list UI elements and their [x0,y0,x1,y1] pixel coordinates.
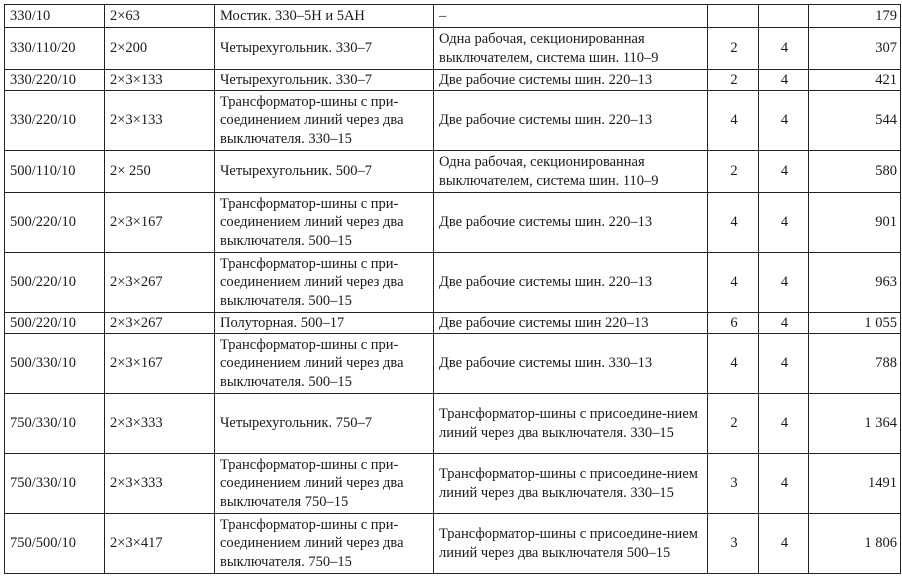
table-row [5,193,901,253]
table-row [5,334,901,394]
lv-scheme-cell: Трансформатор-шины с присоедине-нием линий через два выключателя. 330–15 [434,394,708,454]
voltage-cell: 330/110/20 [5,28,105,70]
count-2-cell: 4 [759,514,809,574]
total-cell: 580 [809,151,901,193]
power-cell: 2× 250 [105,151,215,193]
power-cell: 2×3×333 [105,394,215,454]
hv-scheme-cell: Трансформатор-шины с при-соединением линий через два выключателя. 500–15 [215,253,434,313]
count-2-cell: 4 [759,394,809,454]
lv-scheme-cell: Две рабочие системы шин 220–13 [434,313,708,334]
total-cell: 963 [809,253,901,313]
table-row [5,5,901,28]
count-1-cell: 2 [708,28,759,70]
total-cell: 544 [809,91,901,151]
hv-scheme-cell: Трансформатор-шины с при-соединением линий через два выключателя. 330–15 [215,91,434,151]
hv-scheme-cell: Четырехугольник. 500–7 [215,151,434,193]
lv-scheme-cell: Две рабочие системы шин. 330–13 [434,334,708,394]
power-cell: 2×3×267 [105,253,215,313]
power-cell: 2×200 [105,28,215,70]
lv-scheme-cell: Две рабочие системы шин. 220–13 [434,193,708,253]
table-row [5,151,901,193]
power-cell: 2×3×167 [105,334,215,394]
lv-scheme-cell: Одна рабочая, секционированная выключателем, система шин. 110–9 [434,151,708,193]
hv-scheme-cell: Трансформатор-шины с при-соединением линий через два выключателя. 750–15 [215,514,434,574]
voltage-cell: 500/220/10 [5,253,105,313]
table-row [5,70,901,91]
lv-scheme-cell: – [434,5,708,28]
total-cell: 421 [809,70,901,91]
power-cell: 2×3×417 [105,514,215,574]
count-2-cell: 4 [759,193,809,253]
count-2-cell: 4 [759,28,809,70]
power-cell: 2×3×267 [105,313,215,334]
total-cell: 1 806 [809,514,901,574]
count-2-cell: 4 [759,334,809,394]
substation-table [4,4,901,574]
hv-scheme-cell: Трансформатор-шины с при-соединением линий через два выключателя 750–15 [215,454,434,514]
hv-scheme-cell: Трансформатор-шины с при-соединением линий через два выключателя. 500–15 [215,193,434,253]
table-row [5,28,901,70]
count-2-cell: 4 [759,253,809,313]
voltage-cell: 750/330/10 [5,394,105,454]
count-2-cell: 4 [759,70,809,91]
power-cell: 2×63 [105,5,215,28]
lv-scheme-cell: Две рабочие системы шин. 220–13 [434,253,708,313]
table-row [5,514,901,574]
voltage-cell: 330/10 [5,5,105,28]
hv-scheme-cell: Четырехугольник. 750–7 [215,394,434,454]
power-cell: 2×3×133 [105,70,215,91]
voltage-cell: 330/220/10 [5,70,105,91]
voltage-cell: 500/220/10 [5,193,105,253]
total-cell: 1 055 [809,313,901,334]
total-cell: 1 364 [809,394,901,454]
power-cell: 2×3×133 [105,91,215,151]
count-1-cell: 3 [708,514,759,574]
count-1-cell: 3 [708,454,759,514]
count-1-cell: 4 [708,91,759,151]
lv-scheme-cell: Трансформатор-шины с присоедине-нием линий через два выключателя 500–15 [434,514,708,574]
table-row [5,313,901,334]
hv-scheme-cell: Мостик. 330–5Н и 5АН [215,5,434,28]
count-2-cell: 4 [759,313,809,334]
power-cell: 2×3×167 [105,193,215,253]
total-cell: 307 [809,28,901,70]
hv-scheme-cell: Полуторная. 500–17 [215,313,434,334]
count-2-cell: 4 [759,454,809,514]
lv-scheme-cell: Одна рабочая, секционированная выключателем, система шин. 110–9 [434,28,708,70]
table-row [5,91,901,151]
count-2-cell: 4 [759,91,809,151]
hv-scheme-cell: Четырехугольник. 330–7 [215,28,434,70]
count-1-cell: 6 [708,313,759,334]
total-cell: 1491 [809,454,901,514]
voltage-cell: 330/220/10 [5,91,105,151]
total-cell: 788 [809,334,901,394]
count-2-cell [759,5,809,28]
lv-scheme-cell: Трансформатор-шины с присоедине-нием линий через два выключателя. 330–15 [434,454,708,514]
table-row [5,253,901,313]
power-cell: 2×3×333 [105,454,215,514]
lv-scheme-cell: Две рабочие системы шин. 220–13 [434,91,708,151]
voltage-cell: 500/220/10 [5,313,105,334]
total-cell: 179 [809,5,901,28]
voltage-cell: 750/330/10 [5,454,105,514]
voltage-cell: 750/500/10 [5,514,105,574]
lv-scheme-cell: Две рабочие системы шин. 220–13 [434,70,708,91]
total-cell: 901 [809,193,901,253]
table-body [5,5,901,574]
table-row [5,454,901,514]
count-1-cell: 2 [708,394,759,454]
voltage-cell: 500/110/10 [5,151,105,193]
count-1-cell [708,5,759,28]
hv-scheme-cell: Трансформатор-шины с при-соединением линий через два выключателя. 500–15 [215,334,434,394]
count-1-cell: 2 [708,70,759,91]
count-1-cell: 4 [708,193,759,253]
voltage-cell: 500/330/10 [5,334,105,394]
table-row [5,394,901,454]
count-1-cell: 4 [708,334,759,394]
hv-scheme-cell: Четырехугольник. 330–7 [215,70,434,91]
count-1-cell: 2 [708,151,759,193]
count-1-cell: 4 [708,253,759,313]
count-2-cell: 4 [759,151,809,193]
